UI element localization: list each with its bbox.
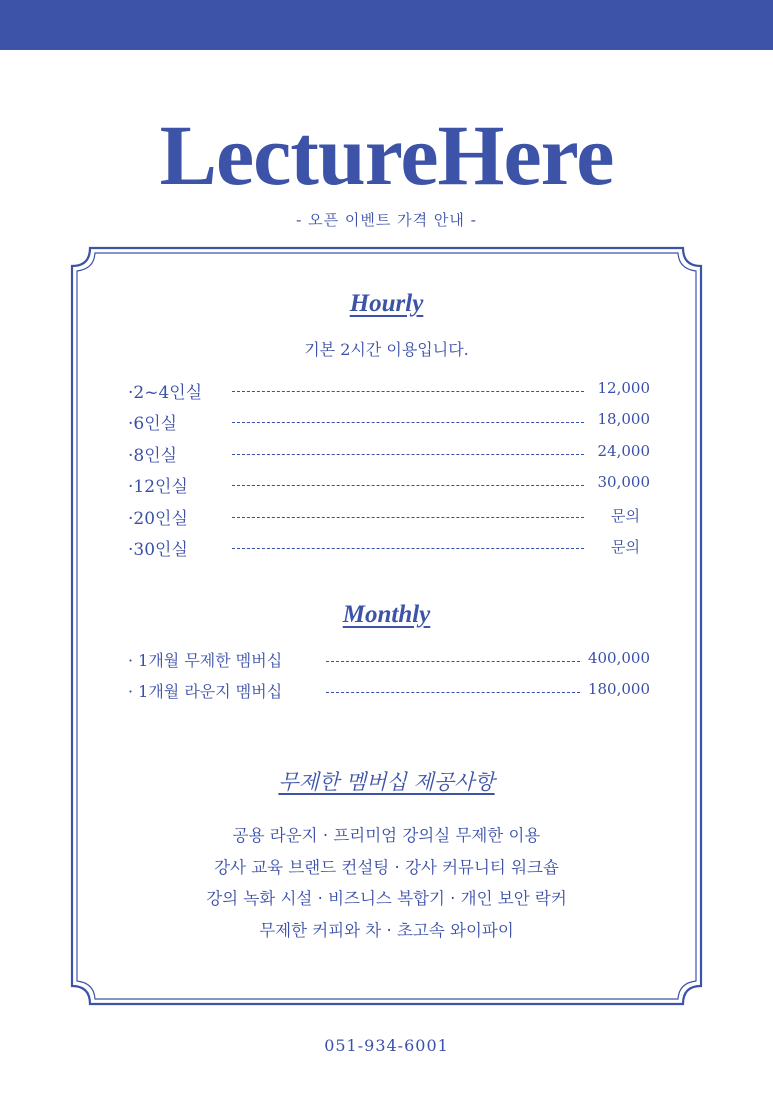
room-label: ·12인실 [128,477,188,497]
room-label: ·2~4인실 [128,383,203,403]
brand-title: LectureHere [159,107,614,203]
benefit-line: 강사 교육 브랜드 컨설팅 · 강사 커뮤니티 워크숍 [214,857,559,877]
room-price: 12,000 [597,379,650,397]
leader-dots [326,661,580,662]
leader-dots [232,485,584,486]
contact-phone: 051-934-6001 [324,1036,449,1055]
hourly-row [128,535,650,559]
room-price: 24,000 [597,442,650,460]
room-label: ·20인실 [128,509,188,529]
hourly-row [128,378,650,402]
hourly-note: 기본 2시간 이용입니다. [304,340,469,359]
membership-label: · 1개월 무제한 멤버십 [128,651,283,670]
room-label: ·6인실 [128,414,178,434]
membership-label: · 1개월 라운지 멤버십 [128,682,283,701]
benefits-list [0,820,773,946]
membership-price: 180,000 [587,680,650,698]
subtitle: - 오픈 이벤트 가격 안내 - [295,211,478,229]
room-price: 30,000 [597,473,650,491]
hourly-row [128,441,650,465]
room-price: 18,000 [597,410,650,428]
leader-dots [232,517,584,518]
membership-price: 400,000 [587,649,650,667]
leader-dots [232,454,584,455]
room-price: 문의 [611,507,640,525]
leader-dots [232,548,584,549]
monthly-title: Monthly [342,601,431,628]
leader-dots [232,422,584,423]
hourly-row [128,504,650,528]
hourly-title: Hourly [349,290,424,317]
benefit-line: 강의 녹화 시설 · 비즈니스 복합기 · 개인 보안 락커 [206,889,567,908]
hourly-row [128,409,650,433]
leader-dots [232,391,584,392]
benefits-title: 무제한 멤버십 제공사항 [278,770,495,794]
benefit-line: 공용 라운지 · 프리미엄 강의실 무제한 이용 [232,826,541,845]
room-price: 문의 [611,538,640,556]
room-label: ·8인실 [128,446,178,466]
leader-dots [326,692,580,693]
monthly-row [128,648,650,672]
hourly-row [128,472,650,496]
monthly-row [128,679,650,703]
benefit-line: 무제한 커피와 차 · 초고속 와이파이 [259,920,514,940]
room-label: ·30인실 [128,540,188,560]
